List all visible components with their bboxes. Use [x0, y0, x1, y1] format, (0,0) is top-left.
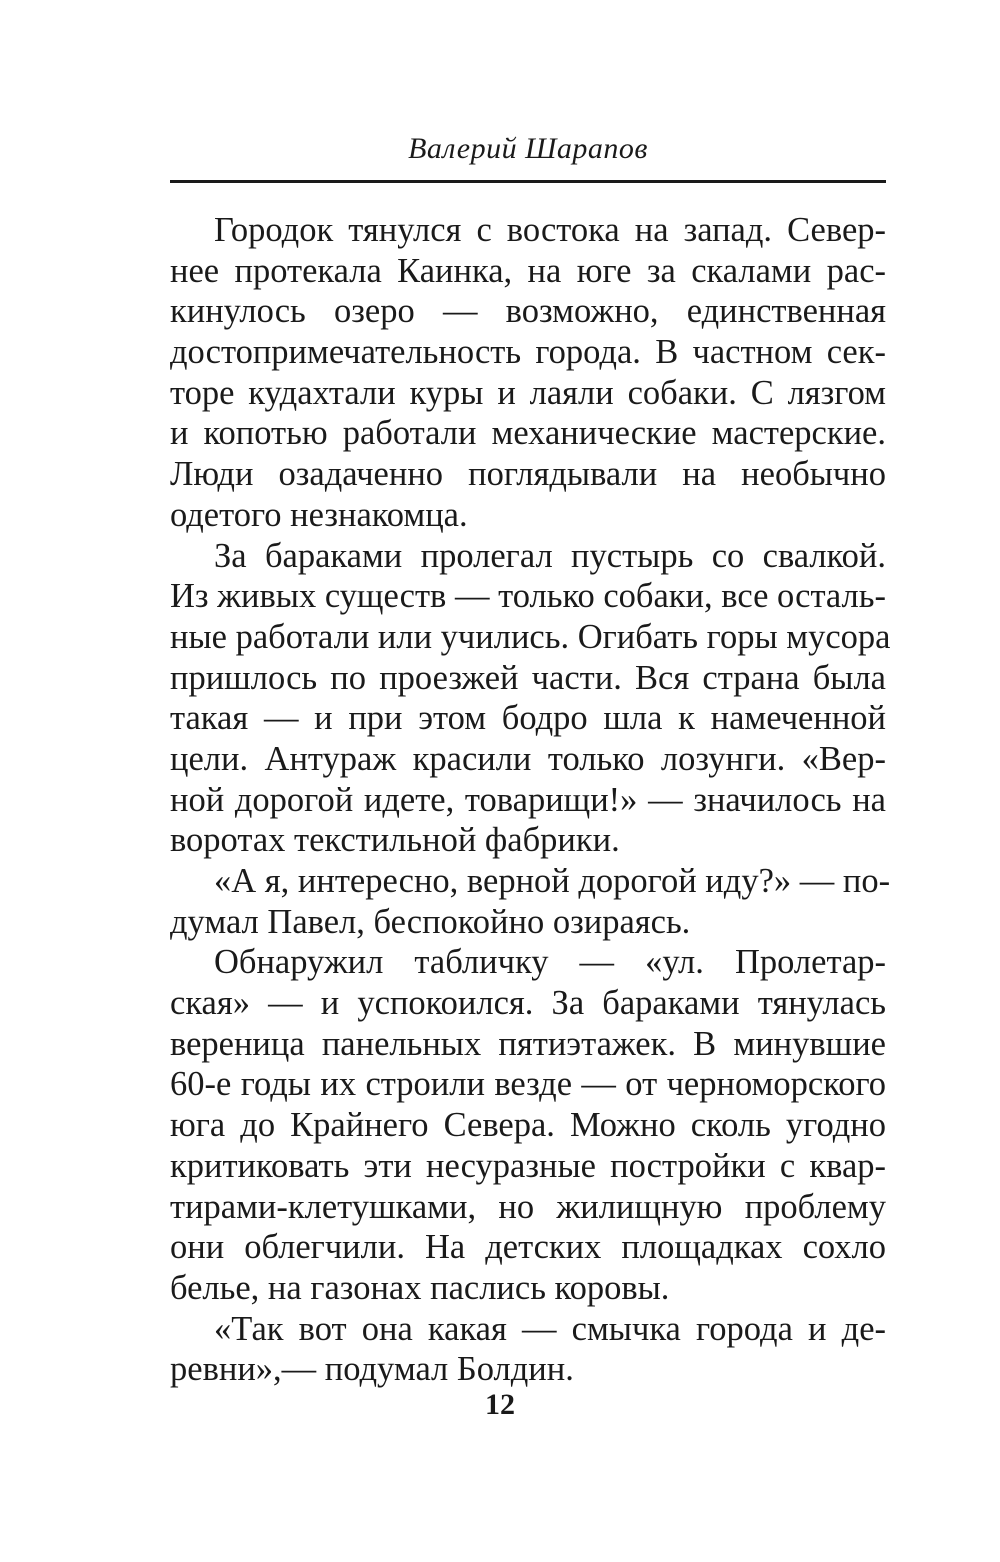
text-line: пришлось по проезжей части. Вся страна была [170, 658, 886, 697]
text-line: торе кудахтали куры и лаяли собаки. С лязгом [170, 373, 886, 412]
text-line: «Так вот она какая — смычка города и де- [214, 1309, 886, 1348]
paragraph [170, 942, 886, 1308]
text-line: тирами-клетушками, но жилищную проблему [170, 1187, 886, 1226]
text-line: и копотью работали механические мастерские. [170, 414, 886, 453]
body-text [170, 210, 891, 1390]
text-line: Люди озадаченно поглядывали на необычно [170, 455, 886, 494]
text-line: критиковать эти несуразные постройки с квар- [170, 1146, 886, 1185]
text-line: белье, на газонах паслись коровы. [170, 1268, 670, 1307]
text-line: воротах текстильной фабрики. [170, 821, 620, 860]
text-line: такая — и при этом бодро шла к намеченной [170, 699, 886, 738]
text-line: ская» — и успокоился. За бараками тянулась [170, 984, 886, 1023]
text-line: ревни»,— подумал Болдин. [170, 1350, 574, 1389]
text-line: За бараками пролегал пустырь со свалкой. [214, 536, 886, 575]
text-line: цели. Антураж красили только лозунги. «Вер- [170, 739, 886, 778]
running-head-author: Валерий Шарапов [408, 132, 648, 165]
text-line: Обнаружил табличку — «ул. Пролетар- [214, 943, 886, 982]
text-line: ные работали или учились. Огибать горы мусора [170, 617, 891, 656]
text-line: думал Павел, беспокойно озираясь. [170, 902, 691, 941]
text-line: кинулось озеро — возможно, единственная [170, 292, 886, 331]
text-line: 60-е годы их строили везде — от черноморского [170, 1065, 886, 1104]
paragraph [170, 536, 891, 862]
text-line: ной дорогой идете, товарищи!» — значилось на [170, 780, 886, 819]
text-line: одетого незнакомца. [170, 495, 468, 534]
paragraph [170, 861, 891, 942]
text-line: достопримечательность города. В частном сек- [170, 333, 886, 372]
paragraph [170, 210, 886, 536]
text-line: нее протекала Каинка, на юге за скалами рас- [170, 251, 886, 290]
paragraph [170, 1309, 886, 1390]
text-line: «А я, интересно, верной дорогой иду?» — по- [214, 862, 891, 900]
text-line: они облегчили. На детских площадках сохло [170, 1228, 886, 1267]
text-line: Городок тянулся с востока на запад. Север- [214, 211, 886, 249]
text-line: вереница панельных пятиэтажек. В минувшие [170, 1024, 886, 1063]
page-number: 12 [485, 1388, 515, 1421]
running-header [170, 128, 886, 183]
text-line: Из живых существ — только собаки, все осталь- [170, 577, 886, 616]
text-line: юга до Крайнего Севера. Можно сколь угодно [170, 1106, 886, 1145]
